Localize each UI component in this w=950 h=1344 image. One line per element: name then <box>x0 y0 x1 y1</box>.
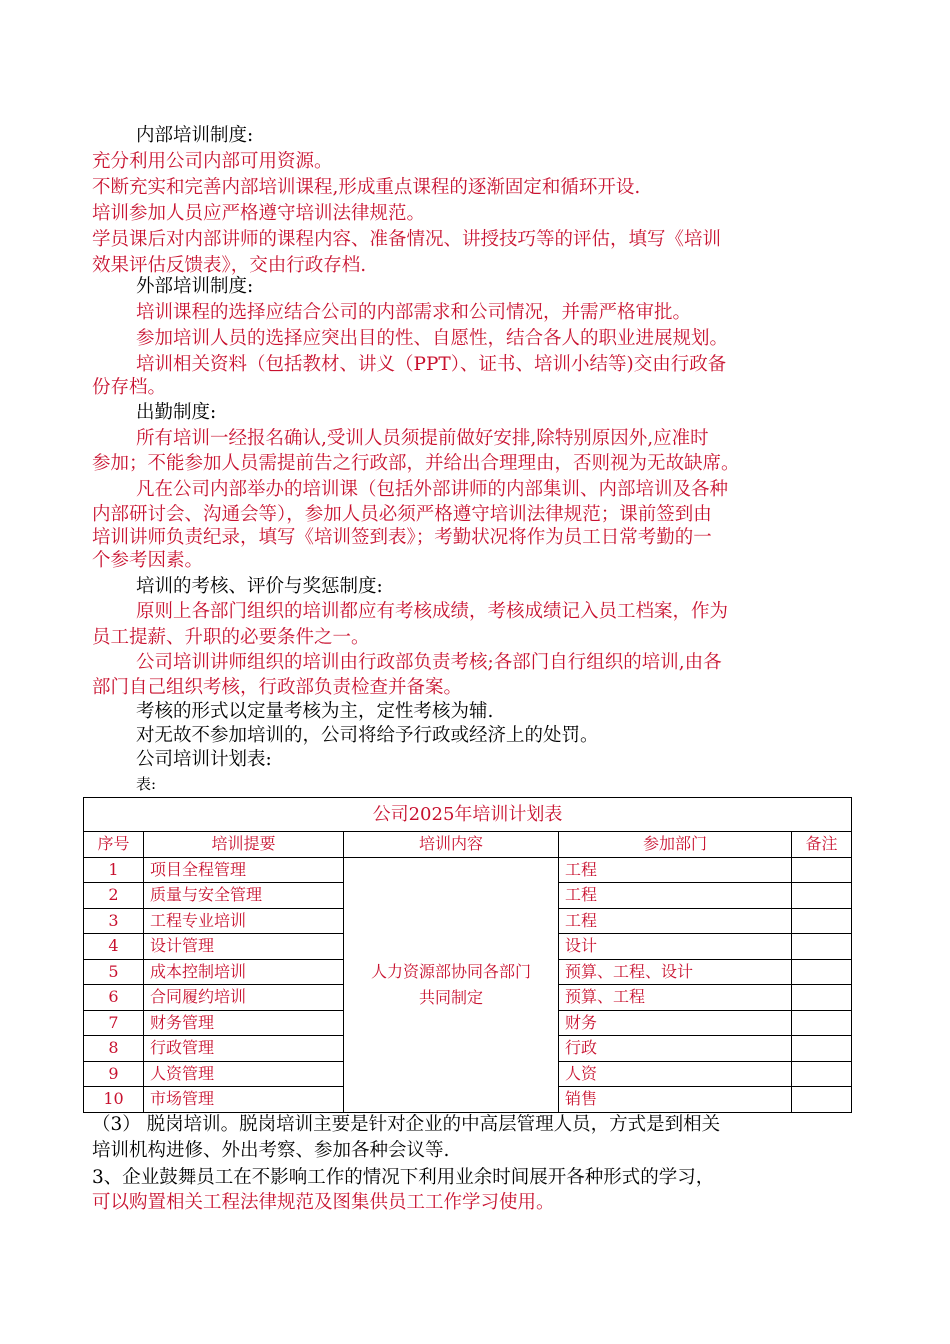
row-remark <box>792 959 852 985</box>
internal-line-3: 培训参加人员应严格遵守培训法律规范。 <box>92 203 426 224</box>
attendance-line-1: 所有培训一经报名确认,受训人员须提前做好安排,除特别原因外,应准时 <box>136 428 709 449</box>
row-remark <box>792 1061 852 1087</box>
row-no: 5 <box>84 959 144 985</box>
row-remark <box>792 1087 852 1113</box>
internal-line-2: 不断充实和完善内部培训课程,形成重点课程的逐渐固定和循环开设. <box>92 177 641 198</box>
internal-line-1: 充分利用公司内部可用资源。 <box>92 151 333 172</box>
row-topic: 行政管理 <box>144 1036 344 1062</box>
assessment-line-6: 对无故不参加培训的，公司将给予行政或经济上的处罚。 <box>136 725 599 746</box>
header-dept: 参加部门 <box>559 832 792 858</box>
assessment-line-1: 原则上各部门组织的培训都应有考核成绩，考核成绩记入员工档案，作为 <box>136 601 729 622</box>
row-dept: 设计 <box>559 934 792 960</box>
content-line-1: 人力资源部协同各部门 <box>370 961 531 981</box>
row-topic: 人资管理 <box>144 1061 344 1087</box>
content-line-2: 共同制定 <box>418 987 483 1007</box>
row-no: 9 <box>84 1061 144 1087</box>
row-no: 10 <box>84 1087 144 1113</box>
row-no: 4 <box>84 934 144 960</box>
section-heading-assessment: 培训的考核、评价与奖惩制度: <box>136 576 383 597</box>
row-remark <box>792 883 852 909</box>
assessment-line-2: 员工提薪、升职的必要条件之一。 <box>92 627 370 648</box>
row-topic: 市场管理 <box>144 1087 344 1113</box>
encourage-line-1: 3、企业鼓舞员工在不影响工作的情况下利用业余时间展开各种形式的学习， <box>92 1167 715 1188</box>
section-heading-plan: 公司培训计划表: <box>136 749 272 770</box>
row-remark <box>792 985 852 1011</box>
table-note: 表: <box>136 775 157 793</box>
row-no: 3 <box>84 908 144 934</box>
header-no: 序号 <box>84 832 144 858</box>
row-topic: 财务管理 <box>144 1010 344 1036</box>
attendance-line-2: 参加；不能参加人员需提前告之行政部，并给出合理理由，否则视为无故缺席。 <box>92 453 740 474</box>
row-no: 6 <box>84 985 144 1011</box>
row-no: 7 <box>84 1010 144 1036</box>
row-dept: 财务 <box>559 1010 792 1036</box>
training-plan-table <box>83 797 852 1113</box>
row-remark <box>792 1036 852 1062</box>
row-dept: 工程 <box>559 883 792 909</box>
table-title: 公司2025年培训计划表 <box>84 798 852 832</box>
internal-line-4: 学员课后对内部讲师的课程内容、准备情况、讲授技巧等的评估，填写《培训 <box>92 229 722 250</box>
assessment-line-3: 公司培训讲师组织的培训由行政部负责考核;各部门自行组织的培训,由各 <box>136 652 722 673</box>
assessment-line-4: 部门自己组织考核，行政部负责检查并备案。 <box>92 677 463 698</box>
row-topic: 工程专业培训 <box>144 908 344 934</box>
external-line-1: 培训课程的选择应结合公司的内部需求和公司情况，并需严格审批。 <box>136 302 692 323</box>
attendance-line-6: 个参考因素。 <box>92 550 204 571</box>
external-line-4: 份存档。 <box>92 377 167 398</box>
internal-line-5: 效果评估反馈表》，交由行政存档. <box>92 255 367 276</box>
row-no: 1 <box>84 857 144 883</box>
table-header-row <box>84 832 852 858</box>
row-dept: 销售 <box>559 1087 792 1113</box>
header-content: 培训内容 <box>344 832 559 858</box>
row-dept: 工程 <box>559 857 792 883</box>
row-dept: 预算、工程、设计 <box>559 959 792 985</box>
header-remark: 备注 <box>792 832 852 858</box>
row-topic: 项目全程管理 <box>144 857 344 883</box>
row-dept: 工程 <box>559 908 792 934</box>
row-no: 8 <box>84 1036 144 1062</box>
content-merged-cell <box>344 857 559 1112</box>
external-line-2: 参加培训人员的选择应突出目的性、自愿性，结合各人的职业进展规划。 <box>136 328 729 349</box>
header-topic: 培训提要 <box>144 832 344 858</box>
attendance-line-4: 内部研讨会、沟通会等），参加人员必须严格遵守培训法律规范；课前签到由 <box>92 504 712 525</box>
row-topic: 设计管理 <box>144 934 344 960</box>
external-line-3: 培训相关资料（包括教材、讲义（PPT）、证书、培训小结等)交由行政备 <box>136 354 727 375</box>
offjob-line-2: 培训机构进修、外出考察、参加各种会议等. <box>92 1140 450 1161</box>
row-remark <box>792 857 852 883</box>
row-remark <box>792 934 852 960</box>
row-topic: 合同履约培训 <box>144 985 344 1011</box>
row-dept: 行政 <box>559 1036 792 1062</box>
section-heading-attendance: 出勤制度: <box>136 402 217 423</box>
row-remark <box>792 908 852 934</box>
attendance-line-3: 凡在公司内部举办的培训课（包括外部讲师的内部集训、内部培训及各种 <box>136 479 729 500</box>
offjob-line-1: （3） 脱岗培训。脱岗培训主要是针对企业的中高层管理人员，方式是到相关 <box>92 1114 721 1135</box>
assessment-line-5: 考核的形式以定量考核为主，定性考核为辅. <box>136 701 494 722</box>
row-dept: 预算、工程 <box>559 985 792 1011</box>
row-topic: 成本控制培训 <box>144 959 344 985</box>
attendance-line-5: 培训讲师负责纪录，填写《培训签到表》；考勤状况将作为员工日常考勤的一 <box>92 527 712 548</box>
table-row <box>84 857 852 883</box>
section-heading-internal: 内部培训制度: <box>136 125 254 146</box>
row-dept: 人资 <box>559 1061 792 1087</box>
encourage-line-2: 可以购置相关工程法律规范及图集供员工工作学习使用。 <box>92 1192 555 1213</box>
row-no: 2 <box>84 883 144 909</box>
row-topic: 质量与安全管理 <box>144 883 344 909</box>
row-remark <box>792 1010 852 1036</box>
section-heading-external: 外部培训制度: <box>136 276 254 297</box>
